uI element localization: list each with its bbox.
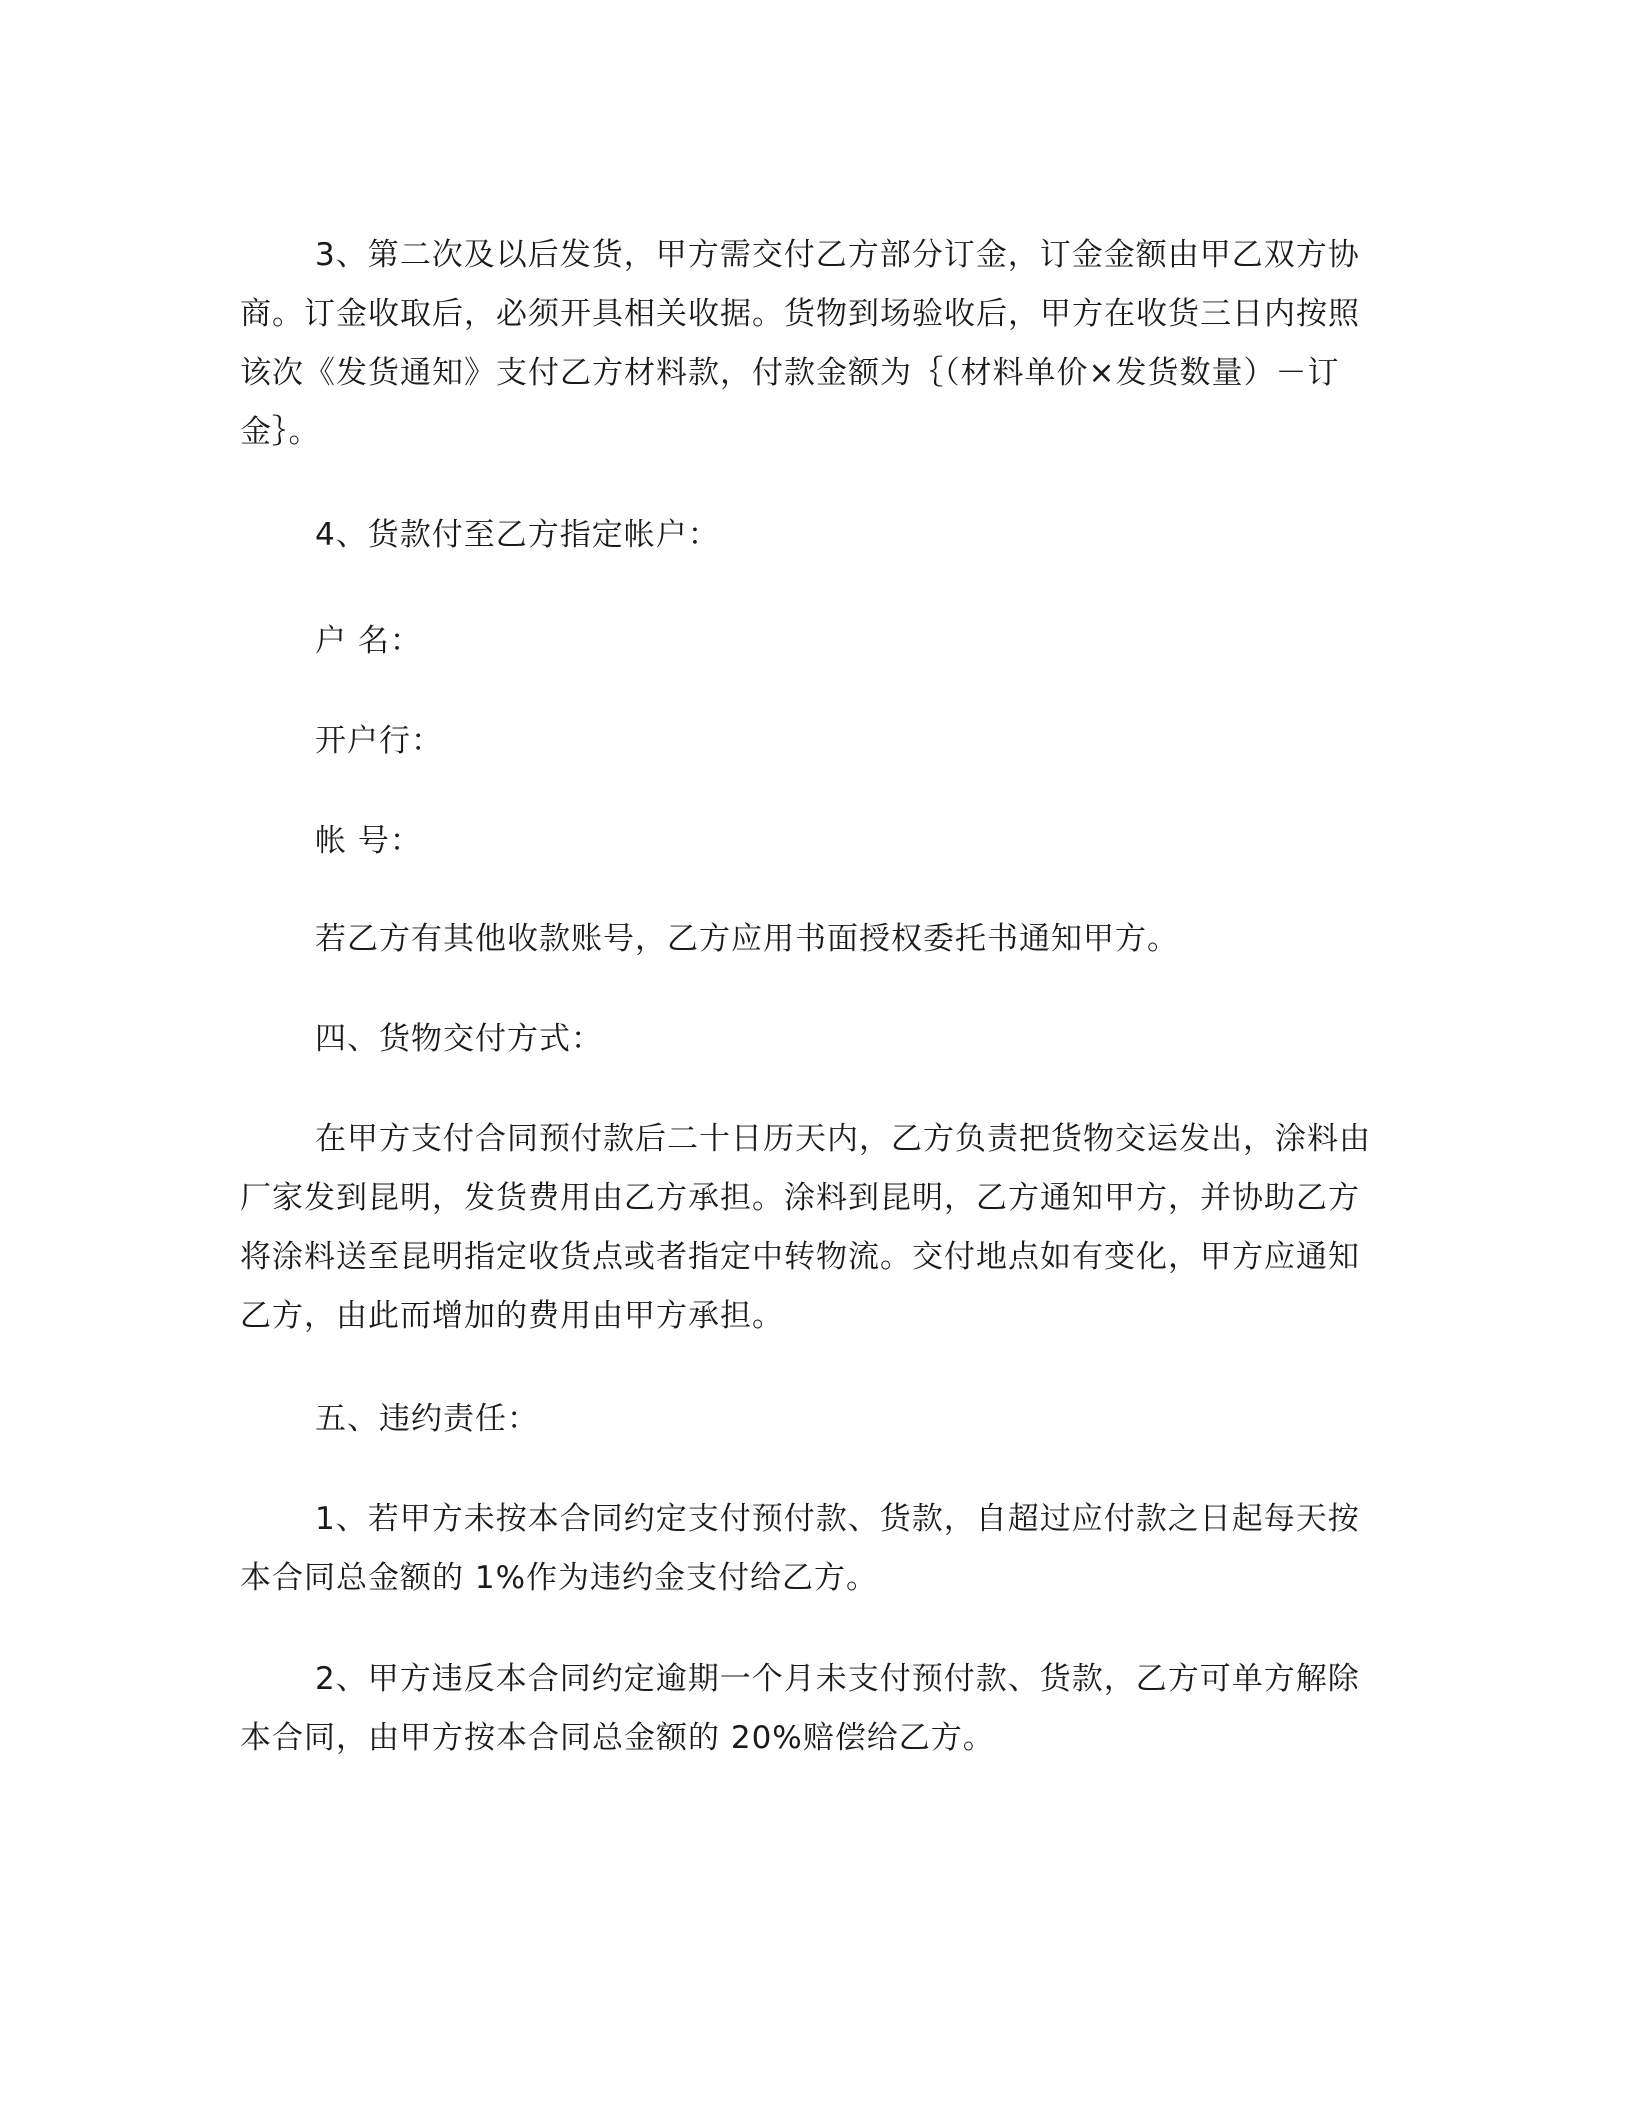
paragraph-breach-clause-2: 2、甲方违反本合同约定逾期一个月未支付预付款、货款，乙方可单方解除本合同，由甲方按本合同总金额的 20%赔偿给乙方。: [240, 1661, 1360, 1756]
field-account-name: 户 名：: [315, 623, 422, 659]
paragraph-breach-clause-1: 1、若甲方未按本合同约定支付预付款、货款，自超过应付款之日起每天按本合同总金额的 1%作为违约金支付给乙方。: [240, 1501, 1360, 1596]
paragraph-deposit-terms: 3、第二次及以后发货，甲方需交付乙方部分订金，订金金额由甲乙双方协商。订金收取后，必须开具相关收据。货物到场验收后，甲方在收货三日内按照该次《发货通知》支付乙方材料款，付款金额为｛（材料单价×发货数量）－订金｝。: [240, 237, 1360, 450]
field-bank: 开户行：: [315, 723, 443, 759]
field-account-number: 帐 号：: [315, 823, 422, 859]
heading-delivery-method: 四、货物交付方式：: [315, 1021, 603, 1057]
paragraph-payment-account: 4、货款付至乙方指定帐户：: [315, 517, 720, 553]
heading-breach-liability: 五、违约责任：: [315, 1401, 539, 1437]
paragraph-other-accounts: 若乙方有其他收款账号，乙方应用书面授权委托书通知甲方。: [315, 921, 1179, 957]
paragraph-delivery-terms: 在甲方支付合同预付款后二十日历天内，乙方负责把货物交运发出，涂料由厂家发到昆明，发货费用由乙方承担。涂料到昆明，乙方通知甲方，并协助乙方将涂料送至昆明指定收货点或者指定中转物流。交付地点如有变化，甲方应通知乙方，由此而增加的费用由甲方承担。: [240, 1121, 1371, 1334]
